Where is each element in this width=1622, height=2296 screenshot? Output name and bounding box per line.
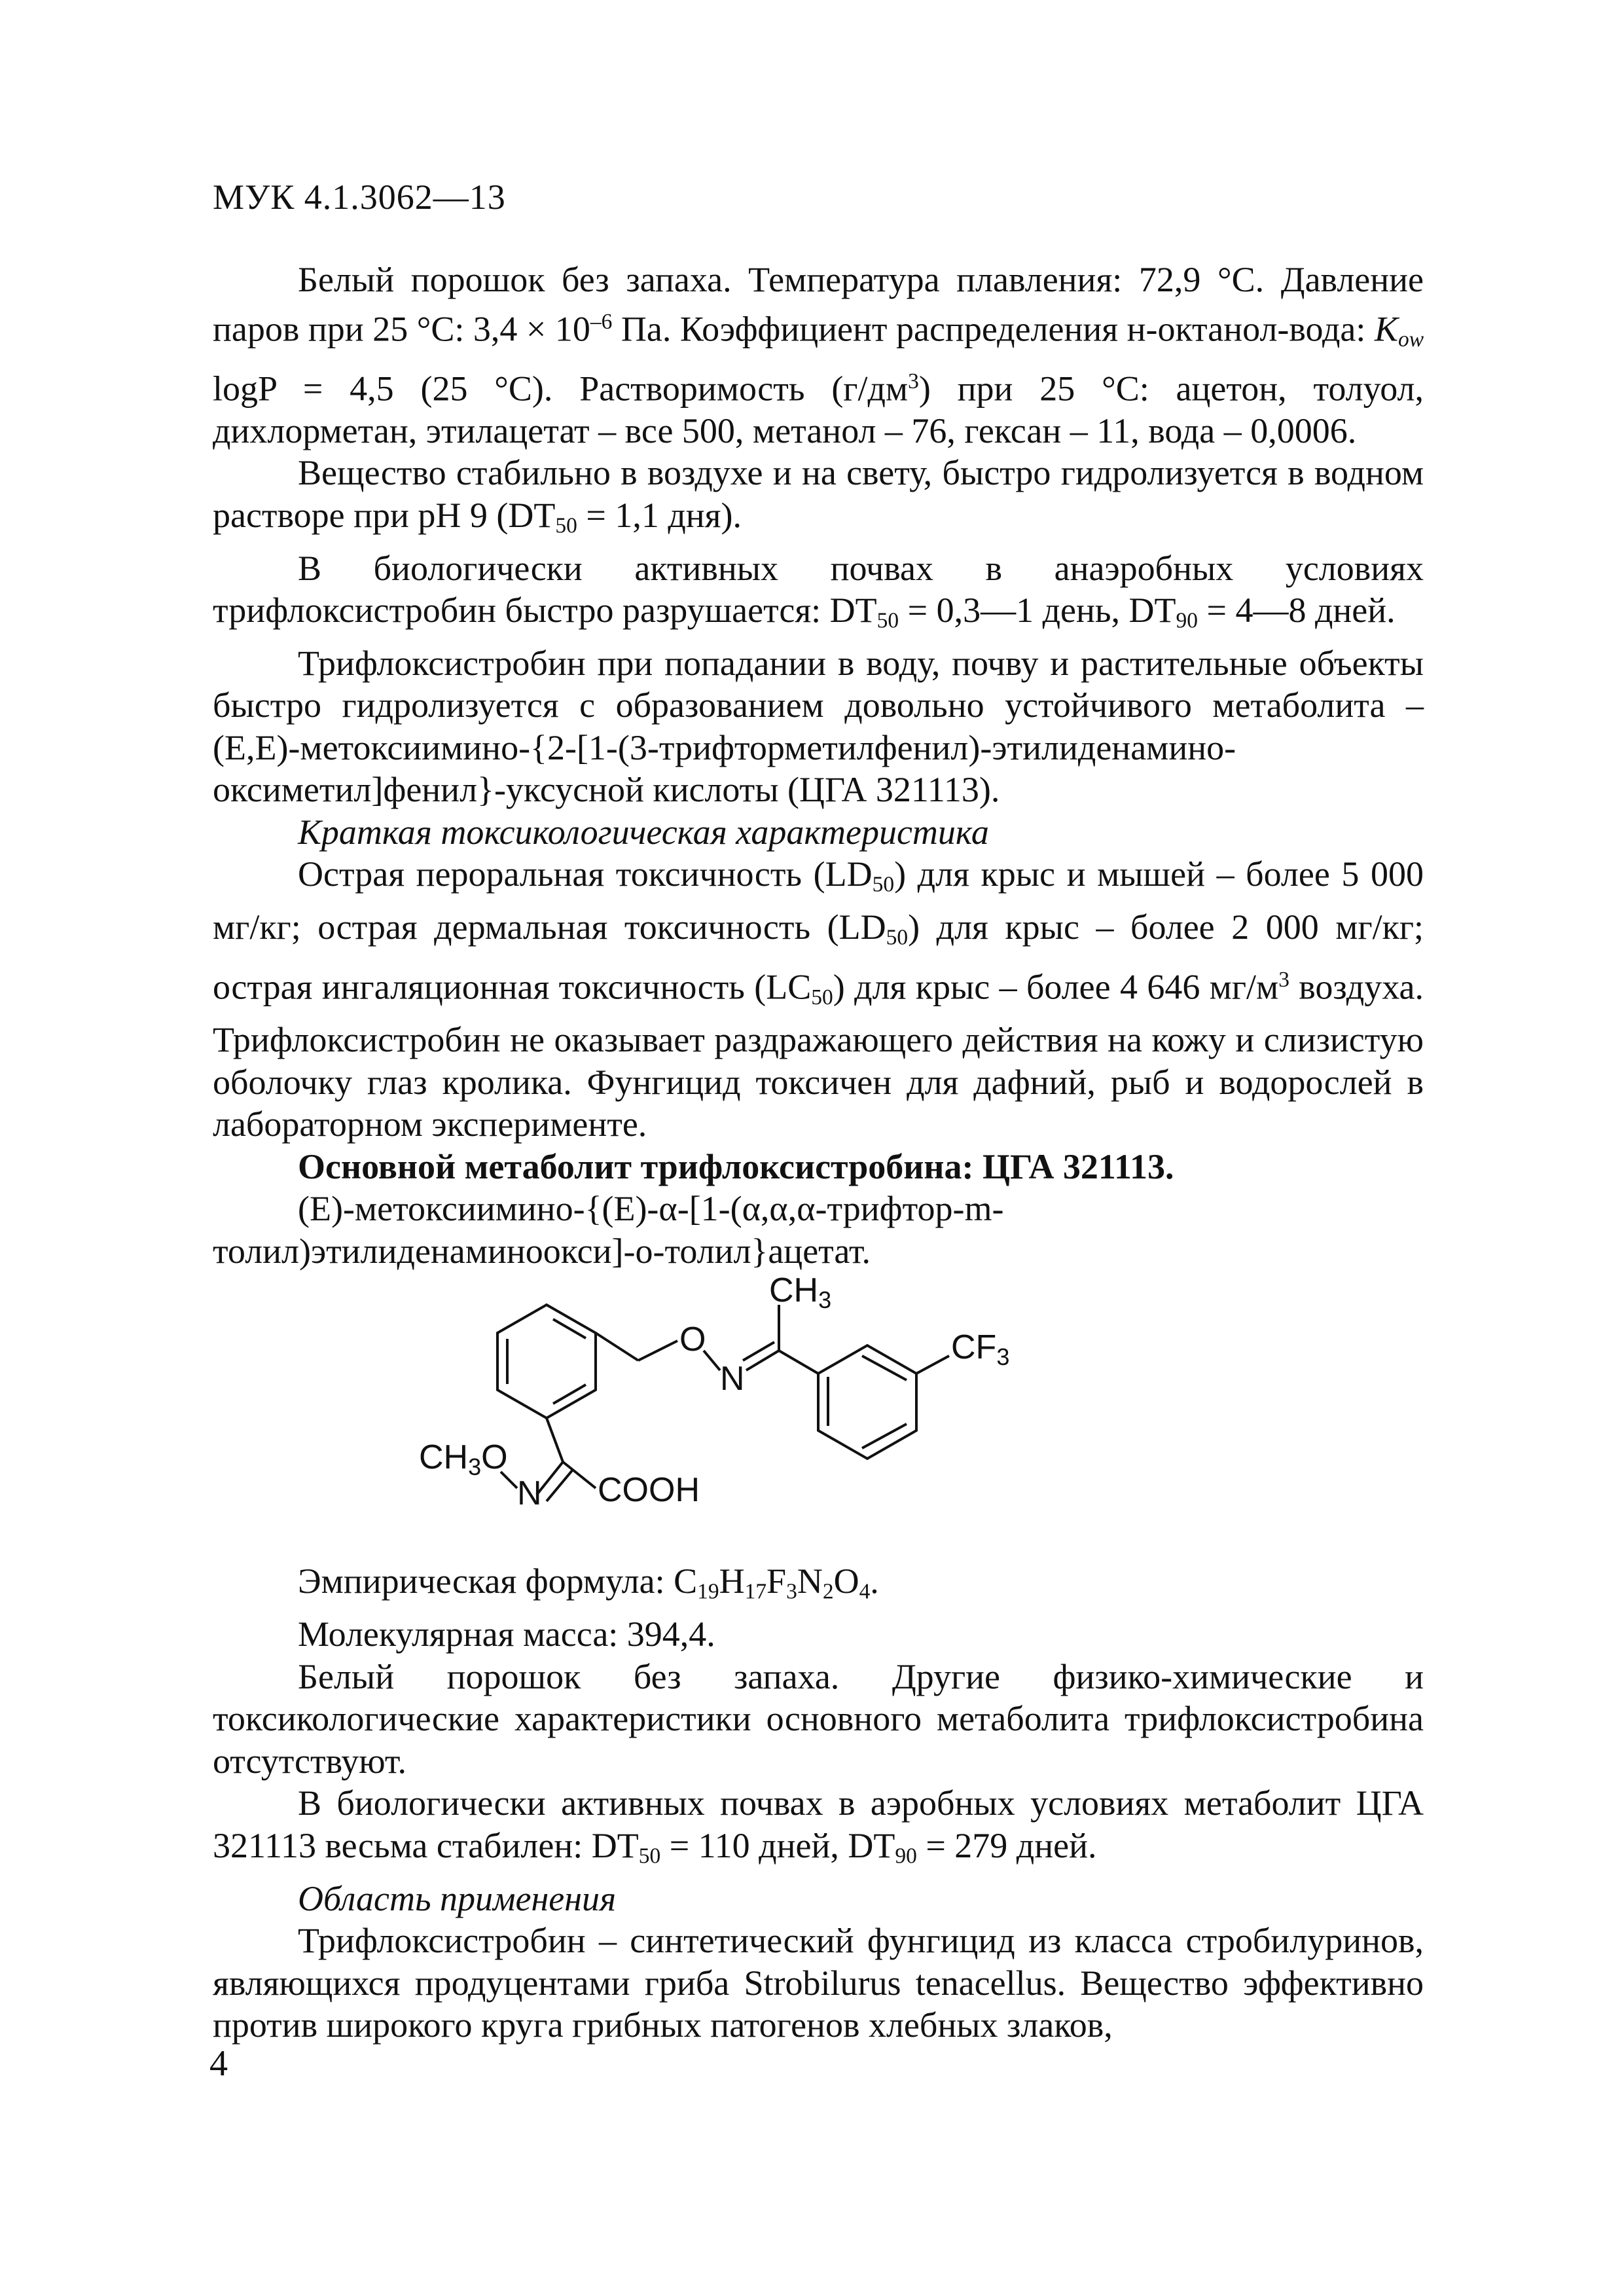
- metabolite-heading: Основной метаболит трифлоксистробина: ЦГА 321113.: [298, 1146, 1174, 1186]
- paragraph-application: Трифлоксистробин – синтетический фунгицид из класса стробилуринов, являющихся продуцентами гриба Strobilurus tenacellus. Вещество эффективно против широкого круга грибных патогенов хлебных злаков,: [213, 1921, 1424, 2045]
- paragraph-soil-anaerobic: В биологически активных почвах в анаэробных условиях трифлоксистробин быстро разрушается: $DT_{50}$ = 0,3—1 день, $DT_{90}$ = 4—8 дней.: [213, 548, 1424, 633]
- structure-nitrogen-low: N: [517, 1474, 542, 1513]
- document-body: [213, 259, 1424, 2047]
- paragraph-soil-aerobic: В биологически активных почвах в аэробных условиях метаболит ЦГА 321113 весьма стабилен: $DT_{50} = 110$ дней, $DT_{90} = 279$ дней.: [213, 1783, 1424, 1868]
- structure-nitrogen: N: [720, 1360, 745, 1398]
- paragraph-hydrolysis: Трифлоксистробин при попадании в воду, почву и растительные объекты быстро гидролизуется с образованием довольно устойчивого метаболита – (E,E)-метоксиимино-{2-[1-(3-трифторметилфенил)-этилиденамино-оксиметил]фенил}-уксусной кислоты (ЦГА 321113).: [213, 643, 1424, 810]
- structure-bonds: [497, 1305, 949, 1501]
- structure-ch3o: CH3O: [419, 1438, 508, 1481]
- structure-ch3-top: CH3: [769, 1271, 832, 1314]
- empirical-formula: Эмпирическая формула: $C_{19}H_{17}F_3N_2O_4$.: [298, 1561, 879, 1604]
- structure-cf3: CF3: [951, 1328, 1010, 1371]
- page-number: 4: [209, 2043, 228, 2084]
- structural-formula: [419, 1271, 1181, 1560]
- paragraph-metabolite-properties: Белый порошок без запаха. Другие физико-химические и токсикологические характеристики основного метаболита трифлоксистробина отсутствуют.: [213, 1656, 1424, 1781]
- paragraph-stability: Вещество стабильно в воздухе и на свету, быстро гидролизуется в водном растворе при pH 9 ($DT_{50} = 1,1$ дня).: [213, 453, 1424, 538]
- structure-oxygen: O: [679, 1321, 706, 1359]
- toxicology-heading: Краткая токсикологическая характеристика: [298, 812, 989, 852]
- paragraph-toxicity: Острая пероральная токсичность $(LD_{50})$ для крыс и мышей – более 5 000 мг/кг; острая дермальная токсичность $(LD_{50})$ для крыс – более 2 000 мг/кг; острая ингаляционная токсичность $(LC_{50})$ для крыс – более 4 646 $мг/м^3$ воздуха. Трифлоксистробин не оказывает раздражающего действия на кожу и слизистую оболочку глаз кролика. Фунгицид токсичен для дафний, рыб и водорослей в лабораторном эксперименте.: [213, 854, 1424, 1144]
- paragraph-properties: Белый порошок без запаха. Температура плавления: 72,9 °С. Давление паров при 25 °С: $3,4 \times 10^{-6}$ Па. Коэффициент распределения н-октанол-вода: $K_{ow}$ logP = 4,5 (25 °С). Растворимость $(г/дм^3)$ при 25 °С: ацетон, толуол, дихлорметан, этилацетат – все 500, метанол – 76, гексан – 11, вода – 0,0006.: [213, 260, 1424, 450]
- application-heading: Область применения: [298, 1878, 617, 1918]
- structure-cooh: COOH: [598, 1471, 700, 1510]
- metabolite-chemical-name: (E)-метоксиимино-{(E)-α-[1-(α,α,α-трифтор-m-толил)этилиденаминоокси]-о-толил}ацетат.: [213, 1189, 1004, 1271]
- molecular-mass: Молекулярная масса: 394,4.: [298, 1614, 715, 1654]
- document-code-header: МУК 4.1.3062—13: [213, 177, 506, 217]
